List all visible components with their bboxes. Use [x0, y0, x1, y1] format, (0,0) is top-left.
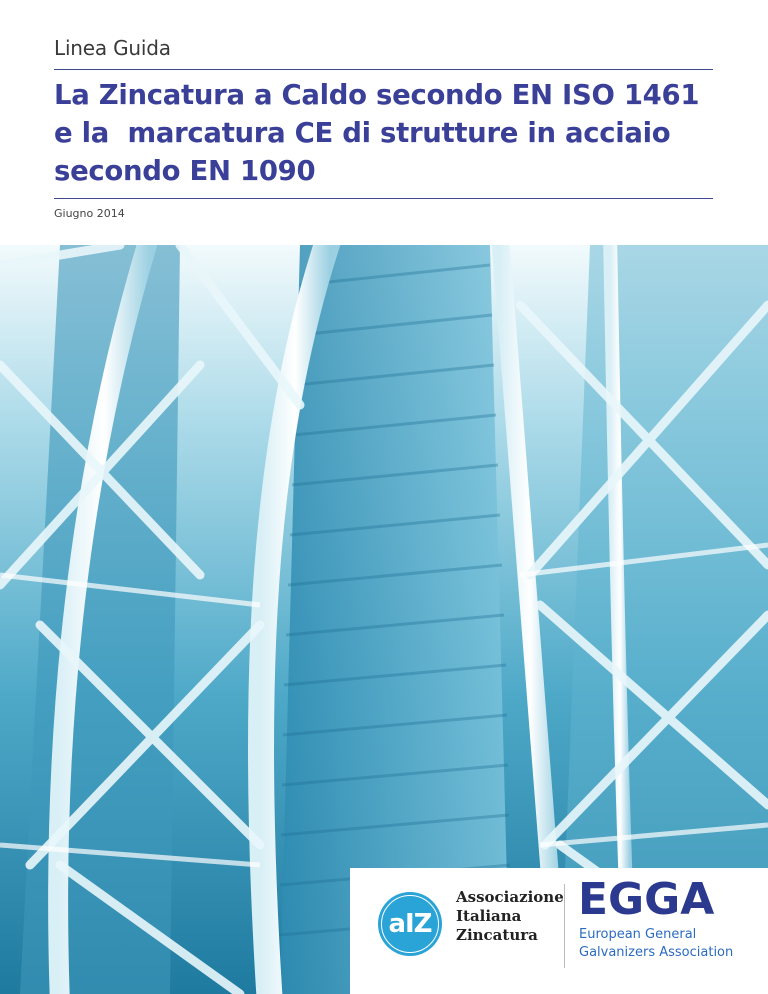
logos-panel [350, 868, 768, 994]
egga-name-line: Galvanizers Association [579, 945, 734, 960]
publication-date: Giugno 2014 [54, 207, 125, 220]
title-line: e la marcatura CE di strutture in acciaio [54, 117, 671, 149]
title-line: secondo EN 1090 [54, 155, 316, 187]
egga-name [579, 926, 733, 962]
egga-logo: EGGA [578, 874, 715, 925]
aiz-name-line: Zincatura [456, 926, 538, 944]
logo-divider [564, 884, 565, 968]
document-title [54, 76, 734, 190]
title-line: La Zincatura a Caldo secondo EN ISO 1461 [54, 79, 700, 111]
document-type: Linea Guida [54, 36, 171, 60]
aiz-name-line: Associazione [456, 888, 564, 906]
aiz-logo: aIZ [378, 892, 442, 956]
cover-header [0, 0, 768, 245]
aiz-name [456, 888, 564, 945]
title-rule-bottom [54, 198, 713, 199]
aiz-name-line: Italiana [456, 907, 522, 925]
egga-name-line: European General [579, 927, 697, 942]
title-rule-top [54, 69, 713, 70]
